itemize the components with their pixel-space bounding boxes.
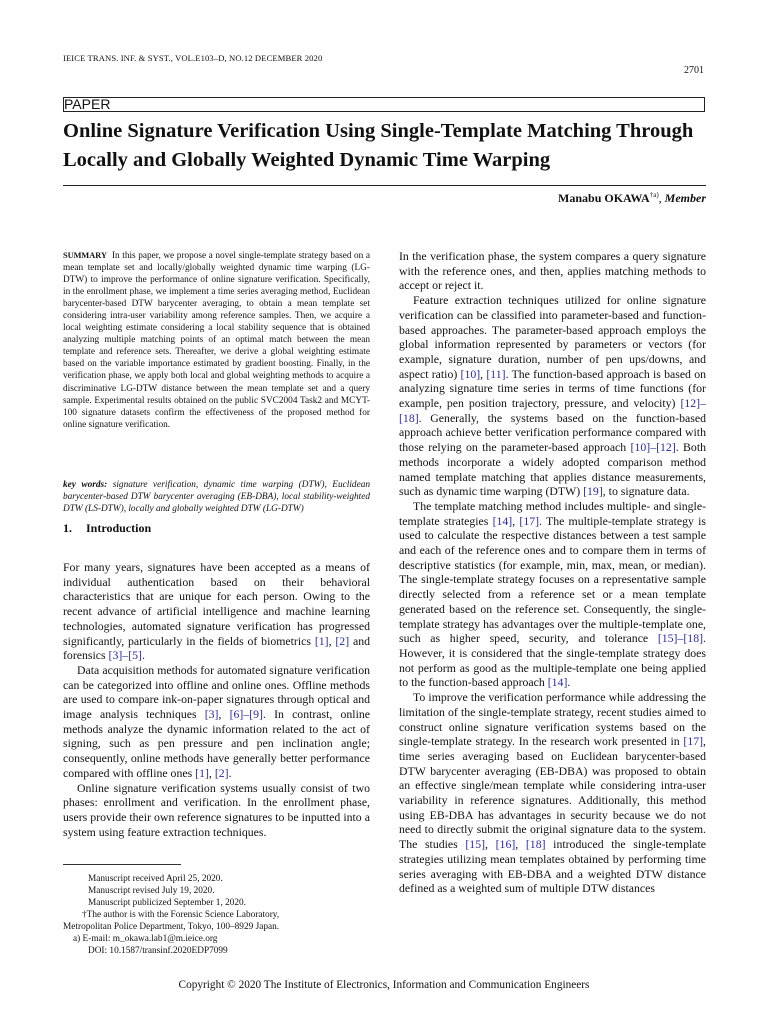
section-title: Introduction	[86, 521, 152, 535]
paragraph-text: ,	[512, 513, 520, 528]
footnotes	[63, 873, 370, 957]
paragraph: In the verification phase, the system compares a query signature with the reference ones, and then, applies matching methods to accept or reject it.	[399, 249, 706, 293]
paragraph-text: . Both methods incorporate a widely adopted comparison method named template matching that applies distance measurements, such as dynamic time warping (DTW)	[399, 440, 707, 499]
right-column-body	[399, 249, 706, 896]
paragraph-text: Feature extraction techniques utilized for online signature verification can be classified into parameter-based and function-based approaches. The parameter-based approach employs the global information represented by parameters or vectors (for example, signature duration, number of pen ups/downs, and aspect ratio)	[399, 293, 706, 381]
abstract-text: In this paper, we propose a novel single-template strategy based on a mean template set and locally/globally weighted dynamic time warping (LG-DTW) to improve the performance of online signature verification. Specifically, in the enrollment phase, we implement a time series averaging method, Euclidean barycenter-based DTW barycenter averaging, to obtain a mean template set considering intra-user variability among reference samples. Then, we acquire a local weighting estimate considering a local stability sequence that is obtained analyzing multiple matching points of an optimal match between the mean template and reference sets. Thereafter, we derive a global weighting estimate based on the variable importance estimated by gradient boosting. Finally, in the verification phase, we apply both local and global weighting methods to acquire a discriminative LG-DTW distance between the mean template set and a query sample. Experimental results obtained on the public SVC2004 Task2 and MCYT-100 signature datasets confirm the effectiveness of the proposed method for online signature verification.	[63, 251, 370, 430]
citation-link[interactable]: [10]–[12]	[630, 440, 676, 455]
paragraph	[399, 690, 706, 896]
paragraph-text: introduced the single-template strategies utilizing mean templates obtained by performing time series averaging with EB-DBA and a weighted DTW distance defined as a weighted sum of multiple DTW distances	[399, 837, 707, 896]
citation-link[interactable]: [17]	[519, 513, 540, 528]
paragraph-text: . The multiple-template strategy is used to calculate the respective distances between a test sample and each of the reference ones and to compare them in terms of descriptive statistics (for example, min, max, mean, or median). The single-template strategy focuses on a representative sample directly selected from a reference set or a mean template generated based on the reference set. Consequently, the single-template strategy has advantages over the multiple-template one, such as higher speed, security, and tolerance	[399, 513, 706, 646]
paragraph: Online signature verification systems usually consist of two phases: enrollment and verification. In the enrollment phase, users provide their own reference signatures to be inputted into a system using feature extraction techniques.	[63, 780, 370, 839]
paragraph-text: .	[141, 648, 145, 663]
paragraph-text: .	[228, 765, 232, 780]
citation-link[interactable]: [6]–[9]	[229, 707, 263, 722]
citation-link[interactable]: [1]	[314, 633, 329, 648]
paragraph-text: , time series averaging based on Euclidean barycenter-based DTW barycenter averaging (EB-DBA) was proposed to obtain an effective single/mean template while considering intra-user variability in reference signatures. Additionally, this method using EB-DBA has advantages in security because we do not need to directly submit the original signature data to the system. The studies	[399, 734, 706, 852]
section-heading	[63, 521, 151, 536]
citation-link[interactable]: [17]	[683, 734, 704, 749]
page-number: 2701	[684, 65, 704, 76]
footnote-email: a) E-mail: m_okawa.lab1@m.ieice.org	[73, 934, 218, 944]
paragraph-text: ,	[218, 707, 230, 722]
paragraph-text: For many years, signatures have been accepted as a means of individual authentication based on their behavioral characteristics that are unique for each person. Owing to the recent advance of artificial intelligence and machine learning technologies, automated signature verification has progressed significantly, particularly in the fields of biometrics	[63, 560, 370, 648]
author-name: Manabu OKAWA	[558, 191, 650, 205]
paragraph-text: To improve the verification performance while addressing the limitation of the single-template strategy, recent studies aimed to construct online signature verification systems based on the single-template strategy. In the research work presented in	[399, 690, 706, 749]
citation-link[interactable]: [15]–[18]	[657, 631, 704, 646]
abstract	[63, 250, 370, 431]
citation-link[interactable]: [1]	[195, 765, 209, 780]
footnote-received: Manuscript received April 25, 2020.	[88, 874, 223, 884]
paragraph-text: , to signature data.	[602, 484, 690, 499]
abstract-label: SUMMARY	[63, 251, 107, 260]
paper-type-label: PAPER	[64, 96, 111, 112]
citation-link[interactable]: [3]–[5]	[108, 648, 142, 663]
paragraph-text: .	[567, 675, 571, 690]
paragraph-text: . In contrast, online methods analyze the dynamic information related to the act of signing, such as pen pressure and pen inclination angle; consequently, online methods have generally better performance compared with offline ones	[63, 707, 370, 780]
author-footnote-marks: †a)	[649, 191, 659, 199]
paragraph-text: ,	[208, 765, 215, 780]
citation-link[interactable]: [3]	[204, 707, 219, 722]
paragraph-text: . However, it is considered that the single-template strategy does not perform as good as the multiple-template one being applied to the function-based approach	[399, 631, 706, 690]
citation-link[interactable]: [15]	[465, 837, 486, 852]
paragraph-text: ,	[485, 837, 496, 852]
paper-title: Online Signature Verification Using Single-Template Matching Through Locally and Globally Weighted Dynamic Time Warping	[63, 120, 694, 171]
keywords-label: key words:	[63, 480, 108, 490]
footnote-publicized: Manuscript publicized September 1, 2020.	[88, 898, 247, 908]
journal-header: IEICE TRANS. INF. & SYST., VOL.E103–D, NO.12 DECEMBER 2020	[63, 53, 323, 63]
footnote-divider	[63, 864, 181, 865]
author-line: Manabu OKAWA$^{\dagger a)}$, Member	[558, 191, 706, 205]
footnote-revised: Manuscript revised July 19, 2020.	[88, 886, 215, 896]
citation-link[interactable]: [10]	[460, 366, 481, 381]
citation-link[interactable]: [18]	[525, 837, 546, 852]
citation-link[interactable]: [2]	[214, 765, 229, 780]
paragraph	[63, 663, 370, 781]
citation-link[interactable]: [12]–[18]	[399, 396, 706, 425]
section-number: 1.	[63, 521, 72, 535]
paragraph-text: ,	[480, 366, 487, 381]
footnote-affiliation: †The author is with the Forensic Science Laboratory,	[82, 910, 280, 920]
paragraph-text: . The function-based approach is based on analyzing signature time series in terms of time functions (for example, pen position trajectory, pressure, and velocity)	[399, 366, 706, 411]
left-column-body	[63, 560, 370, 839]
citation-link[interactable]: [16]	[495, 837, 516, 852]
paragraph	[399, 293, 706, 499]
author-membership: Member	[664, 191, 706, 205]
paragraph-text: . Generally, the systems based on the function-based approach achieve better verification performance compared with those relying on the parameter-based approach	[399, 410, 706, 455]
keywords	[63, 480, 370, 516]
citation-link[interactable]: [14]	[547, 675, 568, 690]
paragraph	[399, 499, 706, 690]
paragraph-text: The template matching method includes multiple- and single-template strategies	[399, 498, 706, 528]
paragraph-text: Data acquisition methods for automated signature verification can be categorized into offline and online ones. Offline methods are used to compare ink-on-paper signatures through optical and image analysis techniques	[63, 662, 370, 722]
copyright-notice: Copyright © 2020 The Institute of Electronics, Information and Communication Engineers	[178, 979, 590, 991]
paragraph-text: ,	[515, 837, 526, 852]
citation-link[interactable]: [19]	[583, 484, 603, 499]
footnote-doi: DOI: 10.1587/transinf.2020EDP7099	[88, 946, 228, 956]
paragraph-text: ,	[328, 633, 336, 648]
paragraph	[63, 560, 370, 663]
title-divider	[63, 185, 706, 186]
citation-link[interactable]: [14]	[492, 513, 513, 528]
paragraph-text: and forensics	[63, 633, 371, 663]
paper-type-box	[63, 97, 705, 112]
keywords-text: signature verification, dynamic time warping (DTW), Euclidean barycenter-based DTW barycenter averaging (EB-DBA), local stability-weighted DTW (LS-DTW), locally and globally weighted DTW (LG-DTW)	[63, 480, 370, 514]
footnote-affiliation-cont: Metropolitan Police Department, Tokyo, 100–8929 Japan.	[63, 922, 280, 932]
citation-link[interactable]: [11]	[486, 366, 506, 381]
citation-link[interactable]: [2]	[335, 633, 350, 648]
